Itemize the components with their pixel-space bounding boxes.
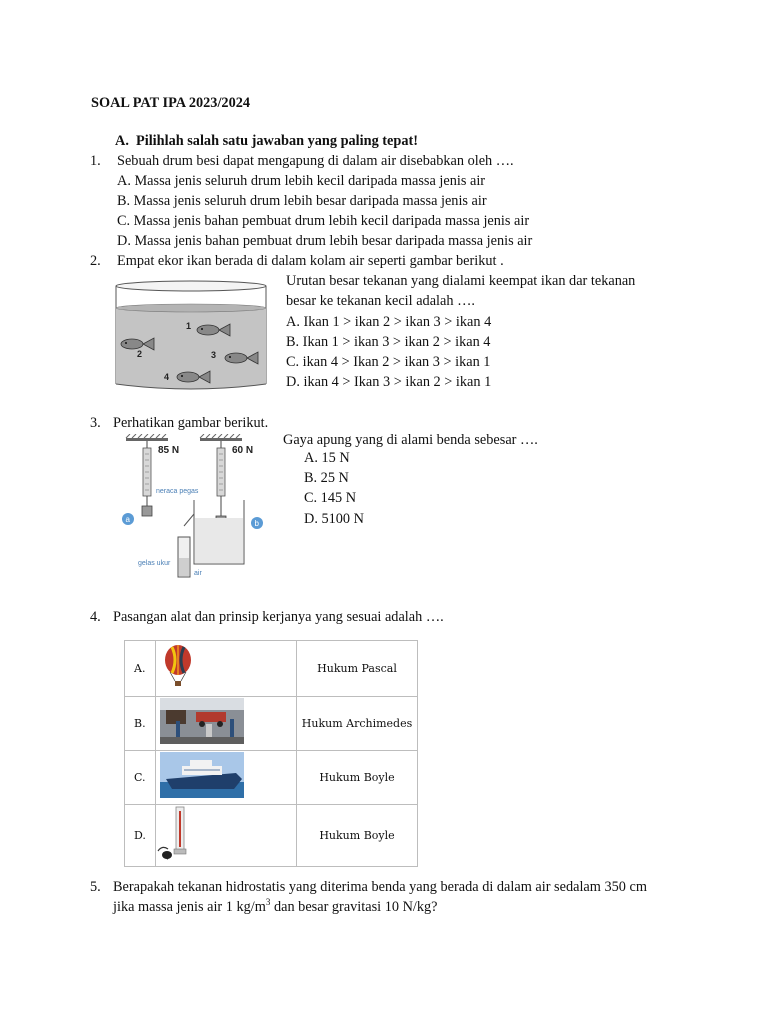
hot-air-balloon-icon [156, 641, 296, 691]
q2-prompt-line1: Urutan besar tekanan yang dialami keempat ikan dar tekanan [286, 273, 636, 289]
q2-prompt-line2: besar ke tekanan kecil adalah …. [286, 293, 475, 309]
q4-text: Pasangan alat dan prinsip kerjanya yang sesuai adalah …. [113, 609, 444, 625]
q3-prompt: Gaya apung yang di alami benda sebesar …. [283, 432, 538, 448]
row-principle: Hukum Boyle [297, 805, 418, 867]
row-letter: C. [125, 751, 156, 805]
q2-text: Empat ekor ikan berada di dalam kolam air seperti gambar berikut . [117, 253, 504, 269]
row-image [156, 697, 297, 751]
table-row [125, 805, 418, 867]
q5-line2 [113, 898, 438, 916]
q2-option-d: D. ikan 4 > Ikan 3 > ikan 2 > ikan 1 [286, 374, 492, 390]
q1-number: 1. [90, 153, 101, 169]
fish-label-1: 1 [186, 321, 192, 331]
row-letter: A. [125, 641, 156, 697]
q1-option-a: A. Massa jenis seluruh drum lebih kecil daripada massa jenis air [117, 173, 486, 189]
fish-label-4: 4 [164, 372, 170, 382]
label-cylinder: gelas ukur [138, 560, 171, 567]
q5-superscript: 3 [265, 897, 271, 908]
car-lift-icon [156, 697, 296, 745]
q1-option-b: B. Massa jenis seluruh drum lebih besar daripada massa jenis air [117, 193, 487, 209]
q4-table [124, 640, 418, 867]
spring-balance-figure [114, 434, 274, 582]
section-instruction: Pilihlah salah satu jawaban yang paling tepat! [136, 133, 419, 149]
marker-a: a [125, 515, 130, 524]
reading-b: 60 N [232, 445, 254, 456]
q3-number: 3. [90, 415, 101, 431]
row-image [156, 641, 297, 697]
q1-option-c: C. Massa jenis bahan pembuat drum lebih kecil daripada massa jenis air [117, 213, 530, 229]
q1-option-d: D. Massa jenis bahan pembuat drum lebih besar daripada massa jenis air [117, 233, 533, 249]
q3-option-b: B. 25 N [304, 470, 349, 486]
label-water: air [194, 570, 202, 577]
q5-line2-pre: jika massa jenis air 1 kg/m [113, 899, 266, 915]
document-title: SOAL PAT IPA 2023/2024 [91, 95, 251, 111]
row-principle: Hukum Pascal [297, 641, 418, 697]
q3-option-d: D. 5100 N [304, 511, 364, 527]
table-row [125, 751, 418, 805]
fish-label-3: 3 [211, 350, 217, 360]
q2-option-b: B. Ikan 1 > ikan 3 > ikan 2 > ikan 4 [286, 334, 491, 350]
row-principle: Hukum Boyle [297, 751, 418, 805]
reading-a: 85 N [158, 445, 180, 456]
label-spring: neraca pegas [156, 488, 199, 495]
q1-text: Sebuah drum besi dapat mengapung di dalam air disebabkan oleh …. [117, 153, 514, 169]
q3-option-a: A. 15 N [304, 450, 350, 466]
fish-label-2: 2 [137, 349, 143, 359]
blood-pressure-meter-icon [156, 805, 296, 861]
row-letter: D. [125, 805, 156, 867]
q2-option-c: C. ikan 4 > Ikan 2 > ikan 3 > ikan 1 [286, 354, 491, 370]
fish-pond-figure [110, 276, 272, 398]
q4-number: 4. [90, 609, 101, 625]
q2-number: 2. [90, 253, 101, 269]
marker-b: b [254, 519, 259, 528]
q5-line2-post: dan besar gravitasi 10 N/kg? [270, 899, 438, 915]
row-letter: B. [125, 697, 156, 751]
ship-icon [156, 751, 296, 799]
table-row [125, 697, 418, 751]
row-image [156, 751, 297, 805]
q3-text: Perhatikan gambar berikut. [113, 415, 269, 431]
row-principle: Hukum Archimedes [297, 697, 418, 751]
table-row [125, 641, 418, 697]
q5-number: 5. [90, 879, 101, 895]
q2-option-a: A. Ikan 1 > ikan 2 > ikan 3 > ikan 4 [286, 314, 492, 330]
q3-option-c: C. 145 N [304, 490, 357, 506]
section-letter: A. [115, 133, 129, 149]
q5-line1: Berapakah tekanan hidrostatis yang diterima benda yang berada di dalam air sedalam 350 cm [113, 879, 647, 895]
row-image [156, 805, 297, 867]
